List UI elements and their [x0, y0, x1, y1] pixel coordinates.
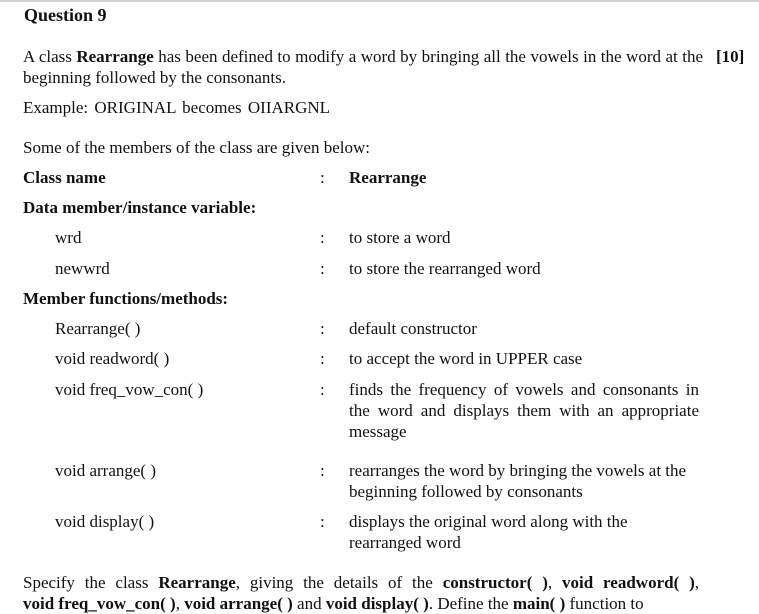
spec-text: ,	[694, 573, 699, 592]
question-title: Question 9	[24, 5, 107, 25]
spec-main: main( )	[512, 594, 566, 613]
spec-display: void display( )	[325, 594, 429, 613]
intro-class-name: Rearrange	[76, 47, 154, 66]
method-desc: displays the original word along with the rearranged word	[349, 512, 628, 552]
method-name: void freq_vow_con( )	[55, 380, 204, 399]
spec-readword: void readword( )	[562, 573, 695, 592]
top-border-rule	[0, 0, 759, 2]
method-desc: to accept the word in UPPER case	[349, 349, 583, 368]
spec-arrange: void arrange( )	[184, 594, 293, 613]
spec-class-name: Rearrange	[158, 573, 236, 592]
spec-freq-vow-con: void freq_vow_con( )	[23, 594, 176, 613]
data-member-colon: :	[320, 259, 325, 278]
intro-text-start: A class	[23, 47, 77, 66]
spec-text: . Define the	[428, 594, 513, 613]
data-member-name: newwrd	[55, 259, 110, 278]
intro-paragraph	[23, 46, 703, 88]
method-colon: :	[320, 512, 325, 531]
specification-line-1	[23, 572, 699, 593]
spec-text: and	[292, 594, 326, 613]
methods-heading: Member functions/methods:	[23, 289, 229, 308]
spec-constructor: constructor( )	[442, 573, 548, 592]
method-colon: :	[320, 461, 325, 480]
data-members-heading: Data member/instance variable:	[23, 198, 257, 217]
method-desc: rearranges the word by bringing the vowels at the beginning followed by consonants	[349, 461, 687, 501]
class-name-value: Rearrange	[349, 168, 427, 187]
method-desc: finds the frequency of vowels and consonants in the word and displays them with an appropriate message	[349, 380, 699, 441]
data-member-name: wrd	[55, 228, 82, 247]
data-member-desc: to store the rearranged word	[349, 259, 541, 278]
method-colon: :	[320, 319, 325, 338]
method-colon: :	[320, 380, 325, 399]
spec-text: ,	[175, 594, 185, 613]
spec-text: , giving the details of the	[235, 573, 443, 592]
specification-line-2	[23, 593, 644, 614]
method-colon: :	[320, 349, 325, 368]
data-member-colon: :	[320, 228, 325, 247]
spec-text: ,	[547, 573, 563, 592]
method-name: void display( )	[55, 512, 155, 531]
class-name-label: Class name	[23, 168, 106, 187]
marks-badge: [10]	[716, 47, 745, 66]
data-member-desc: to store a word	[349, 228, 451, 247]
method-name: void arrange( )	[55, 461, 157, 480]
intro-text-end: has been defined to modify a word by bringing all the vowels in the word at the beginning followed by the consonants.	[23, 47, 703, 87]
example-line: Example: ORIGINAL becomes OIIARGNL	[23, 98, 331, 117]
spec-text: Specify the class	[23, 573, 159, 592]
method-desc: default constructor	[349, 319, 477, 338]
spec-text: function to	[565, 594, 644, 613]
class-name-colon: :	[320, 168, 325, 187]
method-name: void readword( )	[55, 349, 170, 368]
method-name: Rearrange( )	[55, 319, 141, 338]
members-intro: Some of the members of the class are given below:	[23, 138, 370, 157]
